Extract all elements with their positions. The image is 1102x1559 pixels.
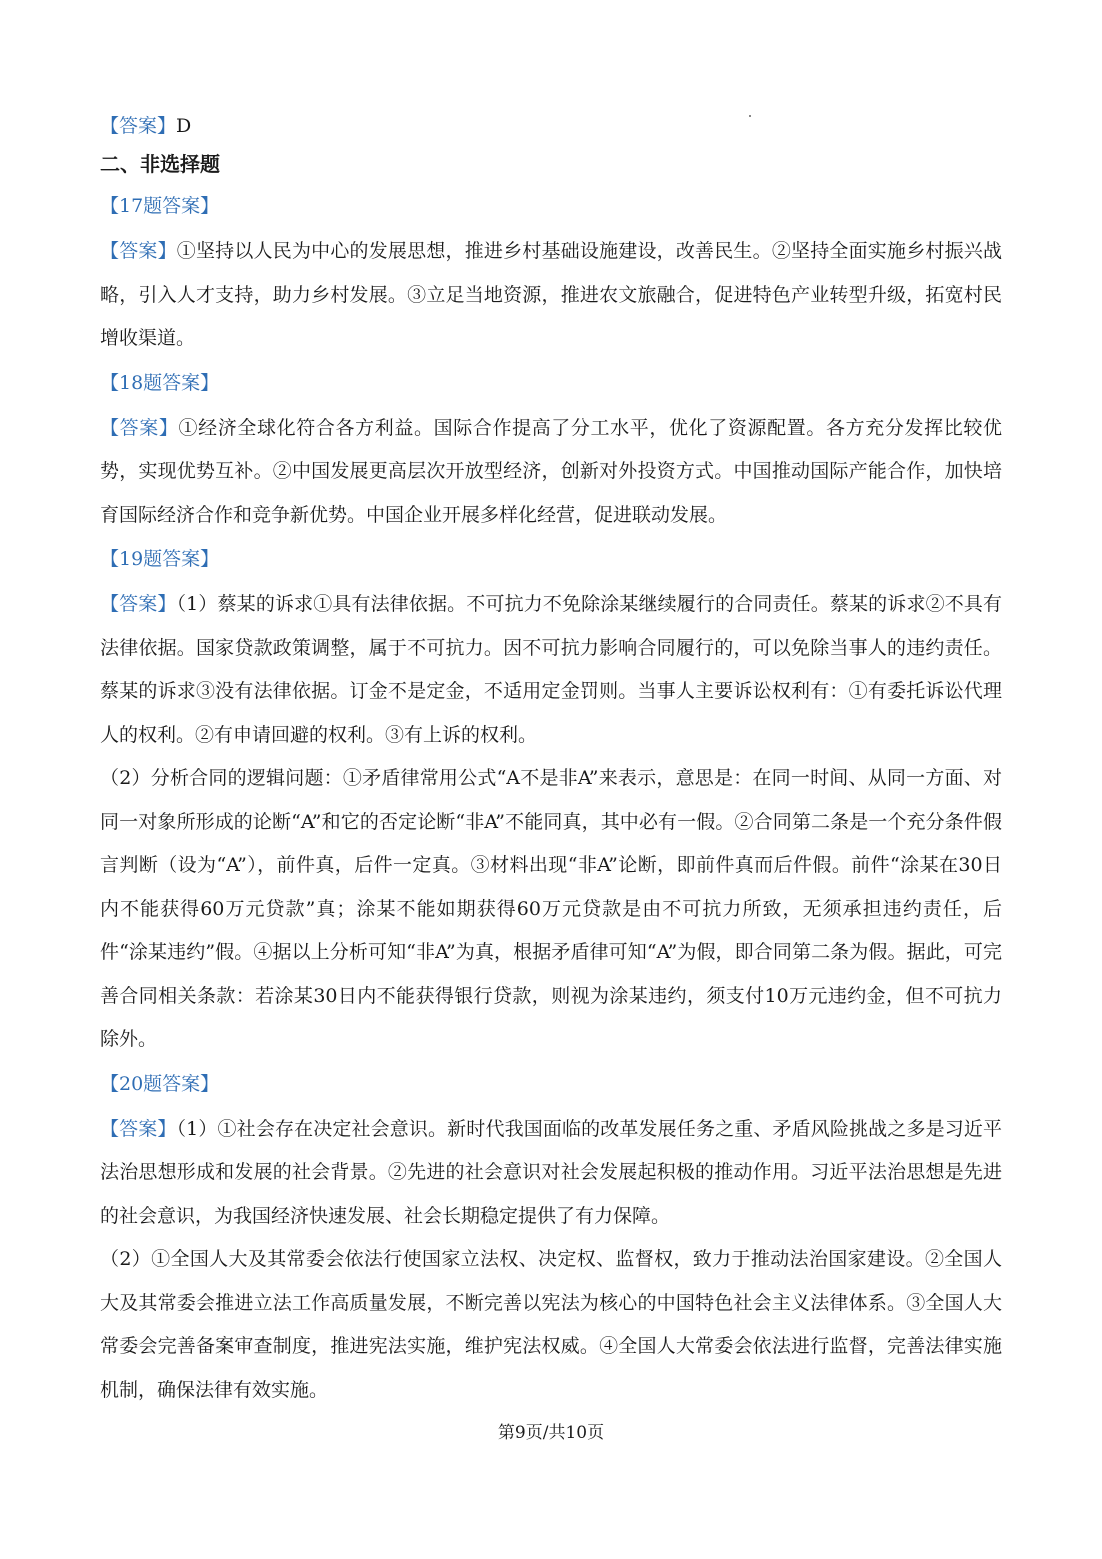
question-17-block [100, 188, 1002, 361]
page-content [100, 108, 1002, 1416]
section-title: 二、非选择题 [100, 152, 220, 176]
question-20-answer-part-2 [100, 1238, 1002, 1412]
question-19-heading: 【19题答案】 [100, 548, 220, 570]
answer-text: （1）①社会存在决定社会意识。新时代我国面临的改革发展任务之重、矛盾风险挑战之多是习近平法治思想形成和发展的社会背景。②先进的社会意识对社会发展起积极的推动作用。习近平法治思想是先进的社会意识，为我国经济快速发展、社会长期稳定提供了有力保障。 [100, 1117, 1002, 1227]
answer-text: ①经济全球化符合各方利益。国际合作提高了分工水平，优化了资源配置。各方充分发挥比较优势，实现优势互补。②中国发展更高层次开放型经济，创新对外投资方式。中国推动国际产能合作，加快培育国际经济合作和竞争新优势。中国企业开展多样化经营，促进联动发展。 [100, 416, 1002, 526]
answer-tag: 【答案】 [100, 115, 177, 137]
question-19-answer-part-1 [100, 583, 1002, 757]
answer-value: D [176, 115, 192, 137]
question-18-block [100, 365, 1002, 538]
question-19-block [100, 541, 1002, 1062]
answer-text: （2）①全国人大及其常委会依法行使国家立法权、决定权、监督权，致力于推动法治国家建设。②全国人大及其常委会推进立法工作高质量发展，不断完善以宪法为核心的中国特色社会主义法律体系。③全国人大常委会完善备案审查制度，推进宪法实施，维护宪法权威。④全国人大常委会依法进行监督，完善法律实施机制，确保法律有效实施。 [100, 1248, 1002, 1401]
answer-tag: 【答案】 [100, 1117, 177, 1140]
answer-tag: 【答案】 [100, 416, 179, 439]
question-20-answer-part-1 [100, 1108, 1002, 1239]
question-17-answer [100, 230, 1002, 361]
question-19-answer-part-2 [100, 757, 1002, 1062]
question-20-block [100, 1066, 1002, 1413]
answer-text: （2）分析合同的逻辑问题：①矛盾律常用公式“A不是非A”来表示，意思是：在同一时间、从同一方面、对同一对象所形成的论断“A”和它的否定论断“非A”不能同真，其中必有一假。②合同第二条是一个充分条件假言判断（设为“A”），前件真，后件一定真。③材料出现“非A”论断，即前件真而后件假。前件“涂某在30日内不能获得60万元贷款”真；涂某不能如期获得60万元贷款是由不可抗力所致，无须承担违约责任，后件“涂某违约”假。④据以上分析可知“非A”为真，根据矛盾律可知“A”为假，即合同第二条为假。据此，可完善合同相关条款：若涂某30日内不能获得银行贷款，则视为涂某违约，须支付10万元违约金，但不可抗力除外。 [100, 767, 1002, 1050]
answer-tag: 【答案】 [100, 593, 177, 615]
question-18-answer [100, 407, 1002, 538]
question-18-heading: 【18题答案】 [100, 371, 220, 394]
answer-tag: 【答案】 [100, 240, 177, 262]
answer-text: （1）蔡某的诉求①具有法律依据。不可抗力不免除涂某继续履行的合同责任。蔡某的诉求②不具有法律依据。国家贷款政策调整，属于不可抗力。因不可抗力影响合同履行的，可以免除当事人的违约责任。蔡某的诉求③没有法律依据。订金不是定金，不适用定金罚则。当事人主要诉讼权利有：①有委托诉讼代理人的权利。②有申请回避的权利。③有上诉的权利。 [100, 593, 1002, 746]
page-number-footer: 第9页/共10页 [497, 1423, 605, 1443]
question-17-heading: 【17题答案】 [100, 195, 220, 217]
question-20-heading: 【20题答案】 [100, 1072, 220, 1095]
answer-text: ①坚持以人民为中心的发展思想，推进乡村基础设施建设，改善民生。②坚持全面实施乡村振兴战略，引入人才支持，助力乡村发展。③立足当地资源，推进农文旅融合，促进特色产业转型升级，拓宽村民增收渠道。 [100, 240, 1002, 349]
previous-answer-line [100, 108, 1002, 144]
